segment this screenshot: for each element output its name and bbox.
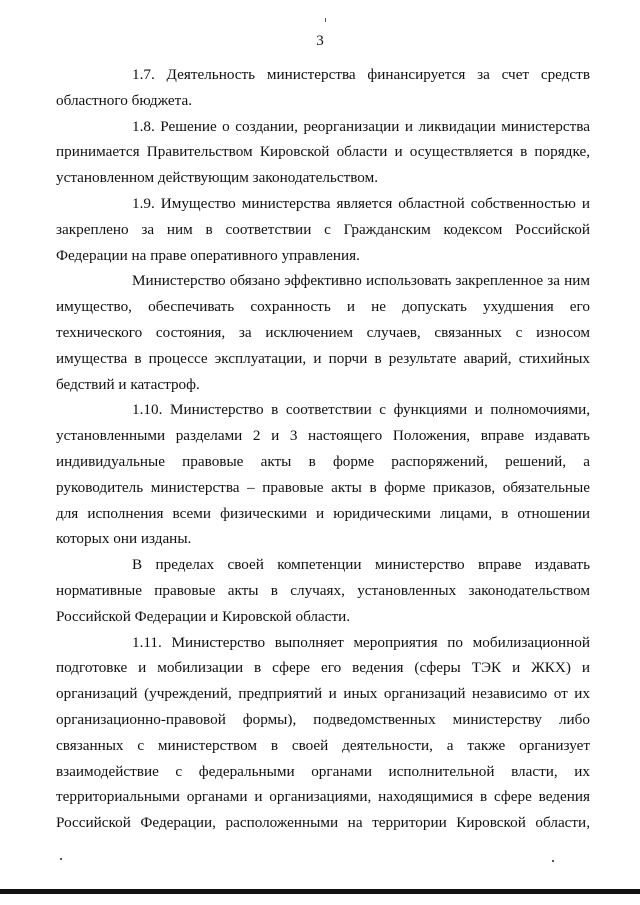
text-line: технического состояния, за исключением случаев, связанных с износом: [56, 323, 590, 341]
text-line: 1.9. Имущество министерства является областной собственностью и: [132, 194, 590, 212]
text-line: 1.11. Министерство выполняет мероприятия по мобилизационной: [132, 633, 590, 651]
text-line: взаимодействие с федеральными органами исполнительной власти, их: [56, 762, 590, 780]
text-line: Российской Федерации, расположенными на территории Кировской области,: [56, 814, 590, 832]
text-line: установленном действующим законодательством.: [56, 169, 379, 187]
text-line: связанных с министерством в своей деятельности, а также организует: [56, 736, 590, 754]
text-line: организационно-правовой формы), подведомственных министерству либо: [56, 710, 590, 728]
paragraph-1-8: [56, 114, 590, 191]
paragraph-property-obligations: [56, 268, 590, 397]
text-line: которых они изданы.: [56, 530, 192, 548]
text-line: Федерации на праве оперативного управления.: [56, 246, 360, 264]
text-line: организаций (учреждений, предприятий и иных организаций независимо от их: [56, 685, 590, 703]
text-line: для исполнения всеми физическими и юридическими лицами, в отношении: [56, 504, 590, 522]
scan-speck-bottom-right: [552, 860, 554, 862]
text-line: Министерство обязано эффективно использовать закрепленное за ним: [132, 272, 590, 290]
paragraph-1-7: [56, 62, 590, 114]
text-line: 1.7. Деятельность министерства финансируется за счет средств: [132, 66, 590, 83]
text-line: бедствий и катастроф.: [56, 375, 200, 393]
text-line: установленными разделами 2 и 3 настоящего Положения, вправе издавать: [56, 427, 590, 445]
text-line: индивидуальные правовые акты в форме распоряжений, решений, а: [56, 452, 590, 470]
paragraph-1-11: [56, 630, 590, 836]
text-line: руководитель министерства – правовые акты в форме приказов, обязательные: [56, 478, 590, 496]
text-line: нормативные правовые акты в случаях, установленных законодательством: [56, 581, 590, 599]
scan-speck-top: [325, 18, 326, 22]
text-line: 1.8. Решение о создании, реорганизации и ликвидации министерства: [132, 117, 590, 135]
page-number: 3: [316, 33, 324, 49]
text-line: областного бюджета.: [56, 91, 193, 109]
scan-edge-border: [0, 889, 640, 894]
text-line: принимается Правительством Кировской области и осуществляется в порядке,: [56, 143, 590, 161]
text-line: подготовке и мобилизации в сфере его ведения (сферы ТЭК и ЖКХ) и: [56, 659, 590, 677]
text-line: Российской Федерации и Кировской области.: [56, 607, 351, 625]
paragraph-1-9: [56, 191, 590, 268]
text-line: территориальными органами и организациями, находящимися в сфере ведения: [56, 788, 590, 806]
paragraph-normative-acts: [56, 552, 590, 629]
text-line: закреплено за ним в соответствии с Гражданским кодексом Российской: [56, 220, 590, 238]
document-body: [56, 62, 590, 836]
text-line: имущества в процессе эксплуатации, и порчи в результате аварий, стихийных: [56, 349, 590, 367]
text-line: имущество, обеспечивать сохранность и не допускать ухудшения его: [56, 298, 590, 316]
text-line: В пределах своей компетенции министерство вправе издавать: [132, 556, 590, 574]
text-line: 1.10. Министерство в соответствии с функциями и полномочиями,: [132, 401, 590, 419]
paragraph-1-10: [56, 397, 590, 552]
scan-speck-bottom-left: [60, 858, 62, 860]
